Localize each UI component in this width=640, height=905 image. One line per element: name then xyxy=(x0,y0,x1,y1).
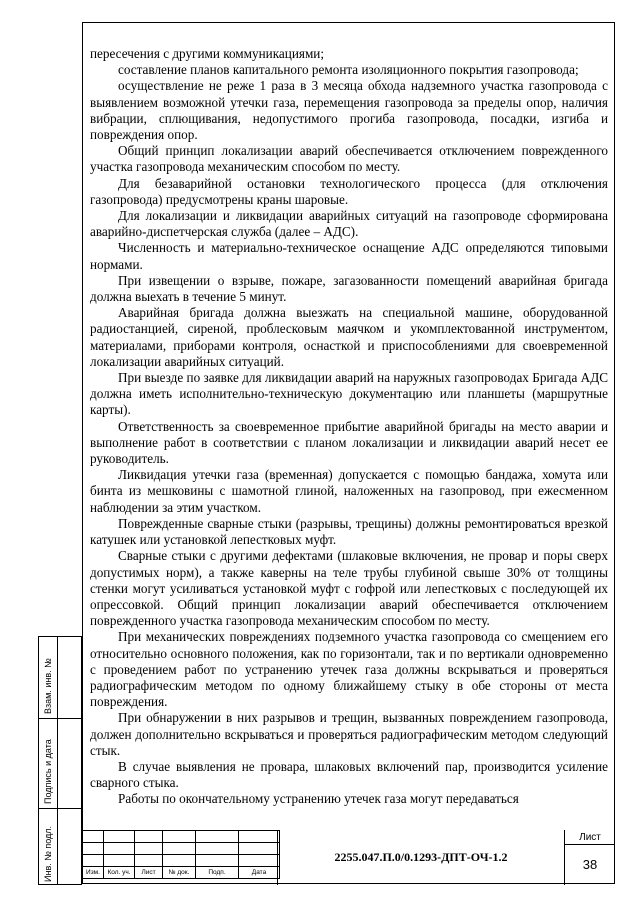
label-podpis-data: Подпись и дата xyxy=(43,739,53,804)
paragraph: Ликвидация утечки газа (временная) допускается с помощью бандажа, хомута или бинта из мешковины с шамотной глиной, наложенных на газопровод, при ежесменном наблюдении за этим участком. xyxy=(90,467,608,515)
paragraph: При обнаружении в них разрывов и трещин, вызванных повреждением газопровода, должен дополнительно вскрываться и проверяться радиографическим методом следующий стык. xyxy=(90,710,608,758)
left-margin-strip xyxy=(38,636,82,885)
paragraph: Ответственность за своевременное прибытие аварийной бригады на место аварии и выполнение работ в соответствии с планом локализации и ликвидации аварий несет ее руководитель. xyxy=(90,418,608,467)
paragraph: Для локализации и ликвидации аварийных ситуаций на газопроводе сформирована аварийно-диспетчерская служба (далее – АДС). xyxy=(90,208,608,240)
col-data: Дата xyxy=(239,867,280,879)
paragraph: осуществление не реже 1 раза в 3 месяца обхода надземного участка газопровода с выявлением возможной утечки газа, перемещения газопровода за пределы опор, наличия вибрации, сплющивания, недопустимого прогиба газопровода, посадки, изгиба и повреждения опор. xyxy=(90,78,608,143)
paragraph: Работы по окончательному устранению утечек газа могут передаваться xyxy=(118,791,519,807)
paragraph: Для безаварийной остановки технологического процесса (для отключения газопровода) предусмотрены краны шаровые. xyxy=(90,175,608,207)
col-kol-uch: Кол. уч. xyxy=(104,867,135,879)
paragraph: Численность и материально-техническое оснащение АДС определяются типовыми нормами. xyxy=(90,240,608,272)
col-list: Лист xyxy=(135,867,163,879)
paragraph: При выезде по заявке для ликвидации аварий на наружных газопроводах Бригада АДС должна иметь исполнительно-техническую документацию или планшеты (маршрутные карты). xyxy=(90,370,608,418)
col-podp: Подп. xyxy=(196,867,239,879)
document-body xyxy=(90,46,608,808)
paragraph: При извещении о взрыве, пожаре, загазованности помещений аварийная бригада должна выехать в течение 5 минут. xyxy=(90,272,608,305)
paragraph: пересечения с другими коммуникациями; xyxy=(90,46,325,61)
sheet-number: 38 xyxy=(582,857,598,872)
revision-table xyxy=(82,830,280,879)
title-block xyxy=(82,830,615,885)
document-number: 2255.047.П.0/0.1293-ДПТ-ОЧ-1.2 xyxy=(277,830,564,885)
sheet-box xyxy=(564,830,615,885)
paragraph: Поврежденные сварные стыки (разрывы, трещины) должны ремонтироваться врезкой катушек или установкой лепестковых муфт. xyxy=(90,515,608,548)
paragraph: В случае выявления не провара, шлаковых включений пар, производится усиление сварного стыка. xyxy=(90,758,608,791)
paragraph: Общий принцип локализации аварий обеспечивается отключением поврежденного участка газопровода механическим способом по месту. xyxy=(90,143,608,175)
strip-value-podpis xyxy=(58,719,81,809)
col-izm: Изм. xyxy=(83,867,104,879)
strip-value-vzam xyxy=(58,637,81,719)
label-vzam-inv: Взам. инв. № xyxy=(43,658,53,714)
paragraph: составление планов капитального ремонта изоляционного покрытия газопровода; xyxy=(118,62,579,78)
paragraph: При механических повреждениях подземного участка газопровода со смещением его относительно основного положения, как по горизонтали, так и по вертикали одновременно с проведением работ по устранению утечек газа должны вскрываться и проверяться радиографическим методом по одному ближайшему стыку в обе стороны от места повреждения. xyxy=(90,629,608,710)
paragraph: Аварийная бригада должна выезжать на специальной машине, оборудованной радиостанцией, сиреной, проблесковым маячком и укомплектованной инструментом, материалами, приборами контроля, оснасткой и приспособлениями для своевременной локализации аварийных ситуаций. xyxy=(90,305,608,369)
strip-value-column xyxy=(58,636,82,885)
label-inv-podl: Инв. № подл. xyxy=(43,825,53,882)
paragraph: Сварные стыки с другими дефектами (шлаковые включения, не провар и поры сверх допустимых норм), а также каверны на теле трубы глубиной свыше 30% от толщины стенки могут усиливаться установкой муфт с гофрой или лепестковых с последующей их опрессовкой. Общий принцип локализации аварий обеспечивается отключением поврежденного участка газопровода механическим способом по месту. xyxy=(90,548,608,629)
col-ndok: № док. xyxy=(163,867,196,879)
sheet-label: Лист xyxy=(565,830,615,845)
